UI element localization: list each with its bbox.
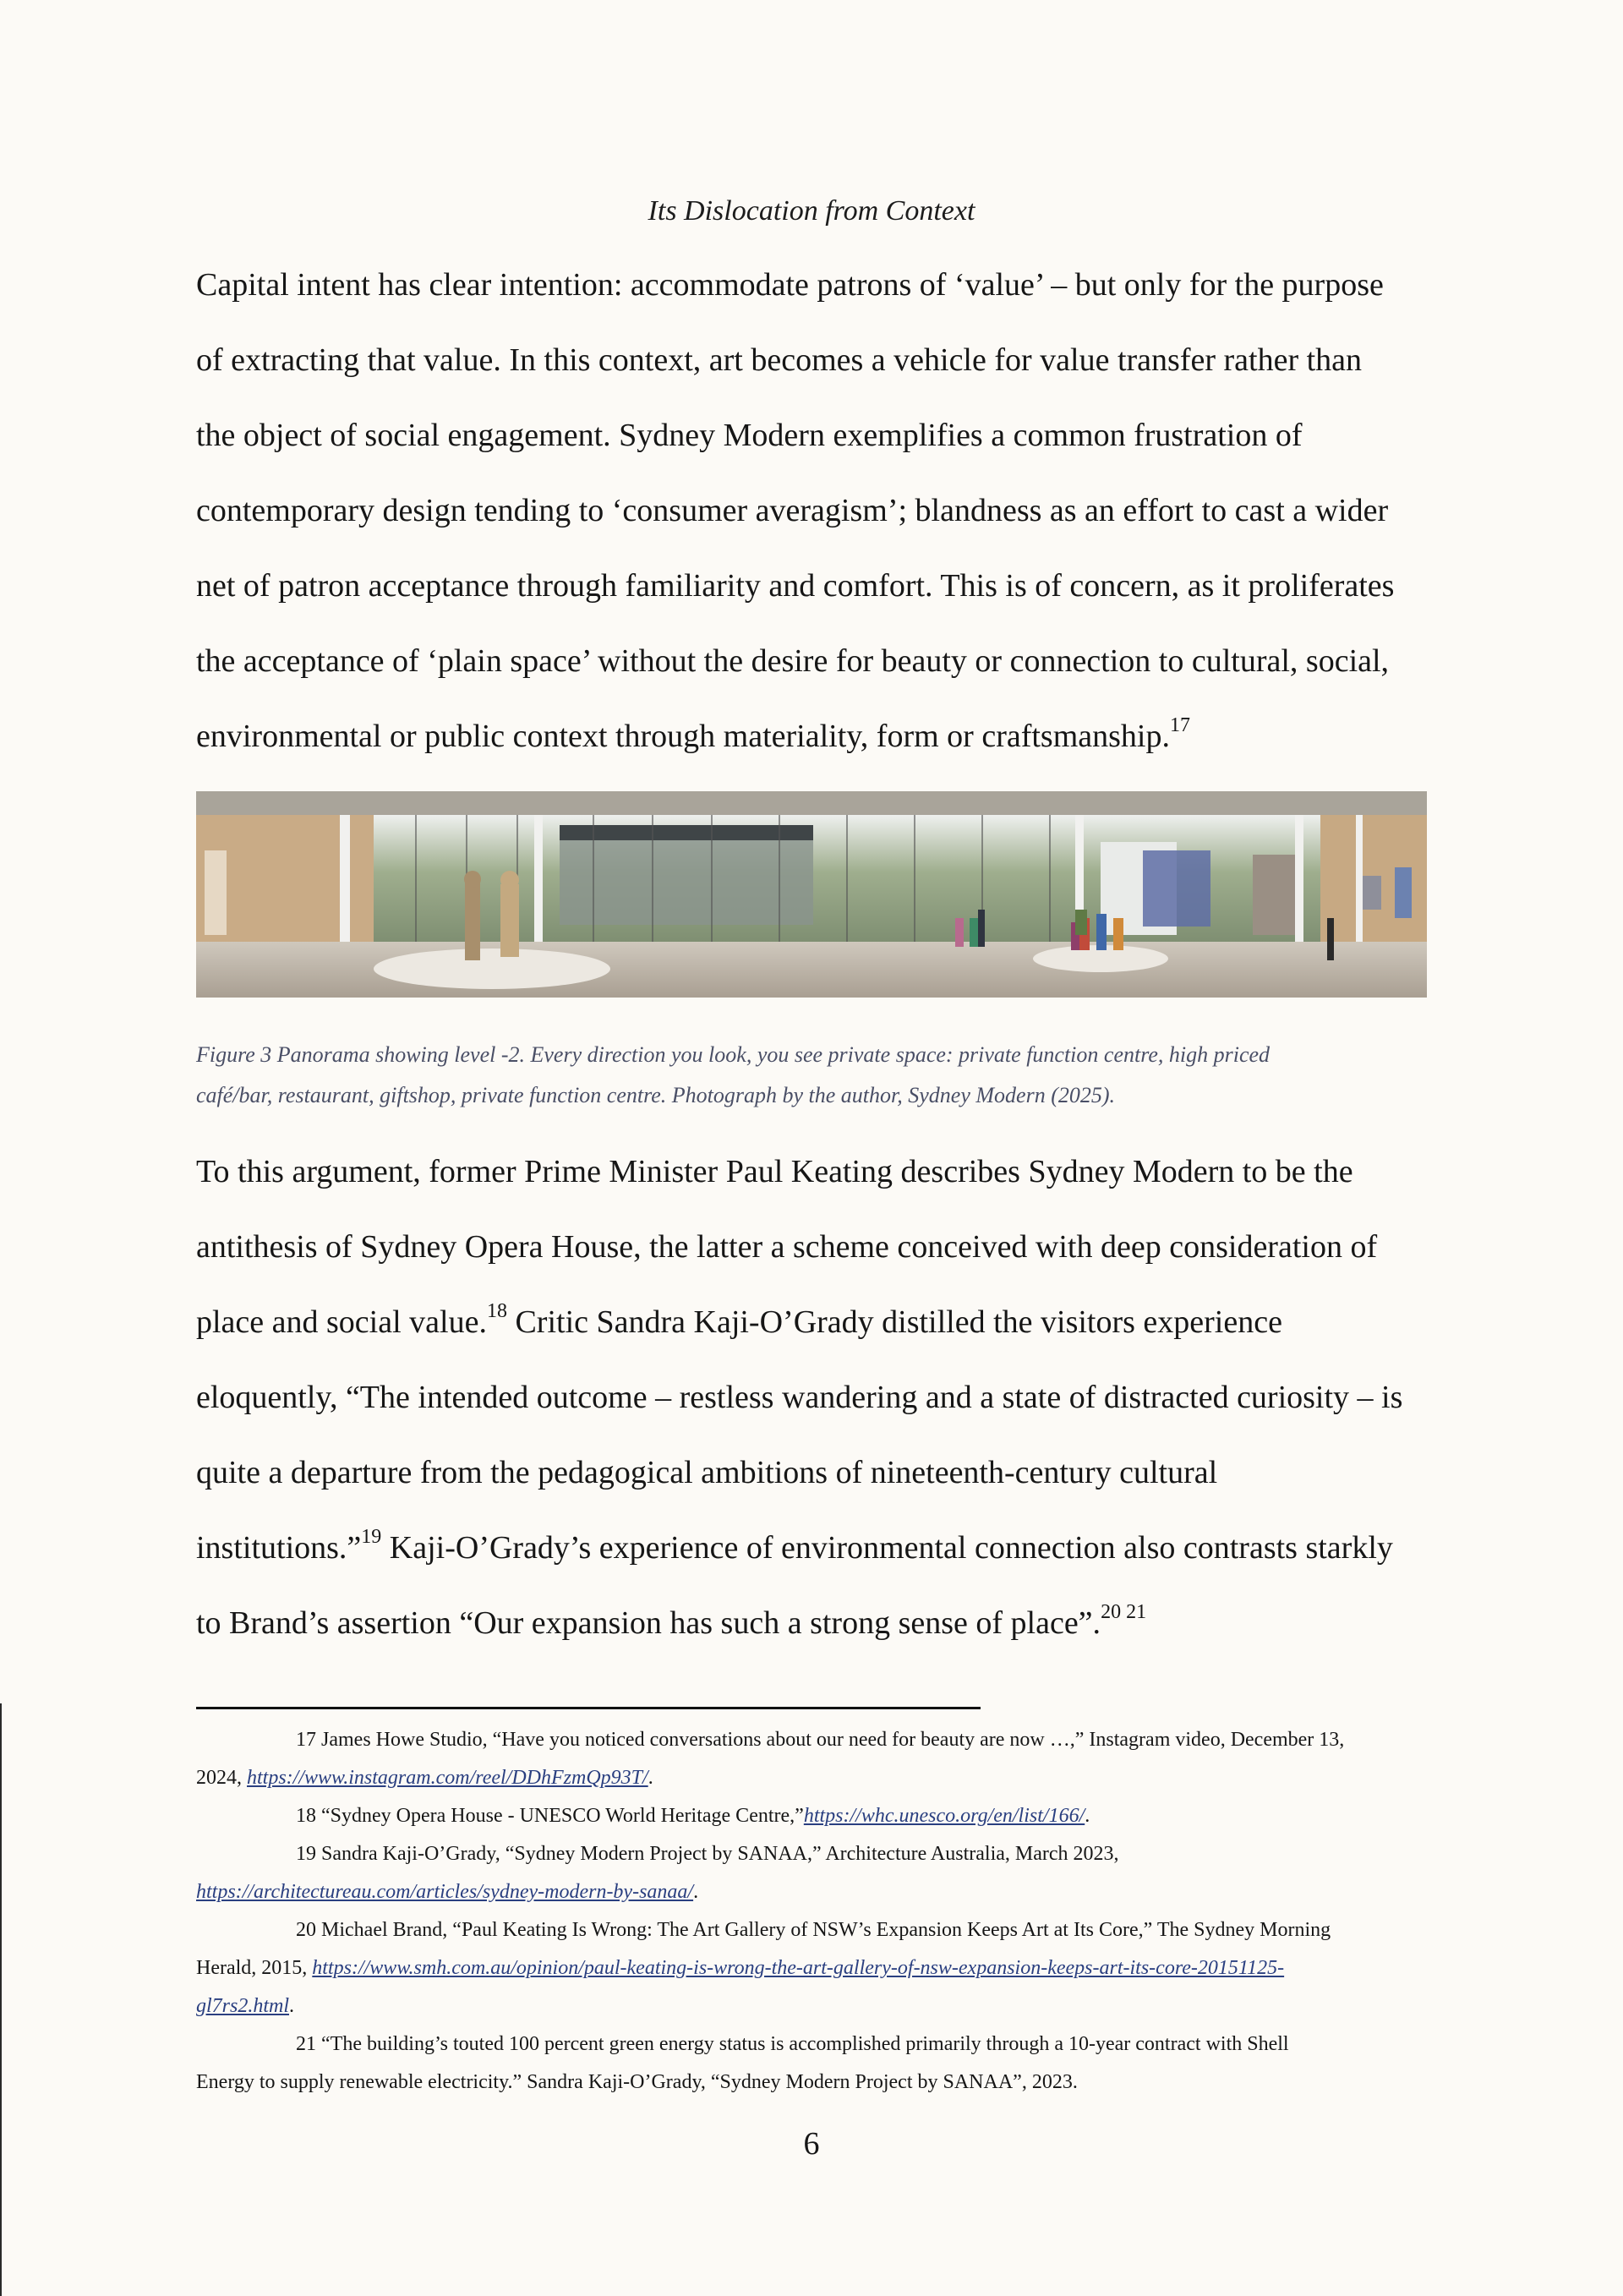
paragraph-line-text: Kaji-O’Grady’s experience of environmental connection also contrasts starkly	[381, 1530, 1393, 1566]
paragraph-line	[196, 1586, 1427, 1661]
paragraph-line: antithesis of Sydney Opera House, the latter a scheme conceived with deep consideration of	[196, 1229, 1378, 1265]
footnote-ref-17[interactable]: 17	[1170, 714, 1190, 737]
footnote-20-cont	[196, 1987, 1427, 2025]
paragraph-line-text: to Brand’s assertion “Our expansion has such a strong sense of place”.	[196, 1605, 1101, 1641]
footnote-text: 18 “Sydney Opera House - UNESCO World Heritage Centre,”	[296, 1805, 804, 1827]
footnote-text: .	[1085, 1805, 1090, 1827]
paragraph-line-text: Critic Sandra Kaji-O’Grady distilled the visitors experience	[506, 1304, 1282, 1340]
paragraph-line: the acceptance of ‘plain space’ without the desire for beauty or connection to cultural, social,	[196, 643, 1390, 679]
footnote-separator	[196, 1707, 981, 1709]
footnote-21: 21 “The building’s touted 100 percent green energy status is accomplished primarily through a 10-year contract with Shell	[296, 2033, 1289, 2055]
figure-caption	[196, 1035, 1427, 1116]
paragraph-line: Capital intent has clear intention: accommodate patrons of ‘value’ – but only for the purpose	[196, 267, 1384, 303]
footnote-ref-18[interactable]: 18	[486, 1300, 507, 1323]
footnote-21-cont: Energy to supply renewable electricity.” Sandra Kaji-O’Grady, “Sydney Modern Project by SANAA”, 2023.	[196, 2071, 1078, 2093]
paragraph-line: of extracting that value. In this context, art becomes a vehicle for value transfer rather than	[196, 342, 1363, 378]
footnote-20-cont	[196, 1949, 1427, 1987]
page-edge-rule	[0, 1703, 2, 2296]
footnote-19-link[interactable]: https://architectureau.com/articles/sydney-modern-by-sanaa/	[196, 1881, 694, 1903]
paragraph-line: contemporary design tending to ‘consumer averagism’; blandness as an effort to cast a wider	[196, 493, 1389, 528]
footnote-ref-20-21[interactable]: 20 21	[1101, 1601, 1147, 1624]
footnote-ref-19[interactable]: 19	[361, 1526, 382, 1549]
footnote-text: Herald, 2015,	[196, 1957, 313, 1979]
footnote-17-link[interactable]: https://www.instagram.com/reel/DDhFzmQp93T/	[247, 1767, 648, 1789]
panorama-photo	[196, 791, 1427, 998]
footnote-20-link[interactable]: https://www.smh.com.au/opinion/paul-keating-is-wrong-the-art-gallery-of-nsw-expansion-keeps-art-its-core-20151125-	[312, 1957, 1285, 1979]
paragraph-line	[196, 1285, 1427, 1360]
paragraph-line-text: institutions.”	[196, 1530, 362, 1566]
footnote-20: 20 Michael Brand, “Paul Keating Is Wrong: The Art Gallery of NSW’s Expansion Keeps Art at Its Core,” The Sydney Morning	[296, 1919, 1331, 1941]
paragraph-line-text: environmental or public context through materiality, form or craftsmanship.	[196, 719, 1170, 754]
paragraph-line: the object of social engagement. Sydney Modern exemplifies a common frustration of	[196, 418, 1303, 453]
page-number: 6	[803, 2126, 820, 2162]
footnote-19-cont	[196, 1873, 1427, 1911]
paragraph-line: net of patron acceptance through familiarity and comfort. This is of concern, as it proliferates	[196, 568, 1395, 604]
caption-line: Figure 3 Panorama showing level -2. Every direction you look, you see private space: private function centre, high priced	[196, 1042, 1271, 1067]
footnote-text: .	[648, 1767, 653, 1789]
footnote-20-link-cont[interactable]: gl7rs2.html	[196, 1995, 290, 2017]
paragraph-line	[196, 699, 1427, 774]
caption-line: café/bar, restaurant, giftshop, private function centre. Photograph by the author, Sydney Modern (2025).	[196, 1083, 1116, 1107]
paragraph-line	[196, 1511, 1427, 1586]
paragraph-line: quite a departure from the pedagogical ambitions of nineteenth-century cultural	[196, 1455, 1218, 1490]
footnote-17-cont	[196, 1759, 1427, 1797]
footnote-text: .	[693, 1881, 699, 1903]
footnote-18	[196, 1797, 1427, 1835]
footnote-17: 17 James Howe Studio, “Have you noticed conversations about our need for beauty are now …,” Instagram video, December 13,	[296, 1729, 1345, 1751]
paragraph-2	[196, 1134, 1427, 1661]
paragraph-line: eloquently, “The intended outcome – restless wandering and a state of distracted curiosity – is	[196, 1380, 1403, 1415]
footnote-18-link[interactable]: https://whc.unesco.org/en/list/166/	[803, 1805, 1085, 1827]
section-title: Its Dislocation from Context	[648, 195, 975, 227]
paragraph-1	[196, 248, 1427, 774]
footnote-text: 2024,	[196, 1767, 247, 1789]
paragraph-line-text: place and social value.	[196, 1304, 487, 1340]
paragraph-line: To this argument, former Prime Minister Paul Keating describes Sydney Modern to be the	[196, 1154, 1353, 1189]
footnotes	[196, 1721, 1427, 2102]
footnote-19: 19 Sandra Kaji-O’Grady, “Sydney Modern Project by SANAA,” Architecture Australia, March 2023,	[296, 1843, 1119, 1865]
footnote-text: .	[289, 1995, 295, 2017]
